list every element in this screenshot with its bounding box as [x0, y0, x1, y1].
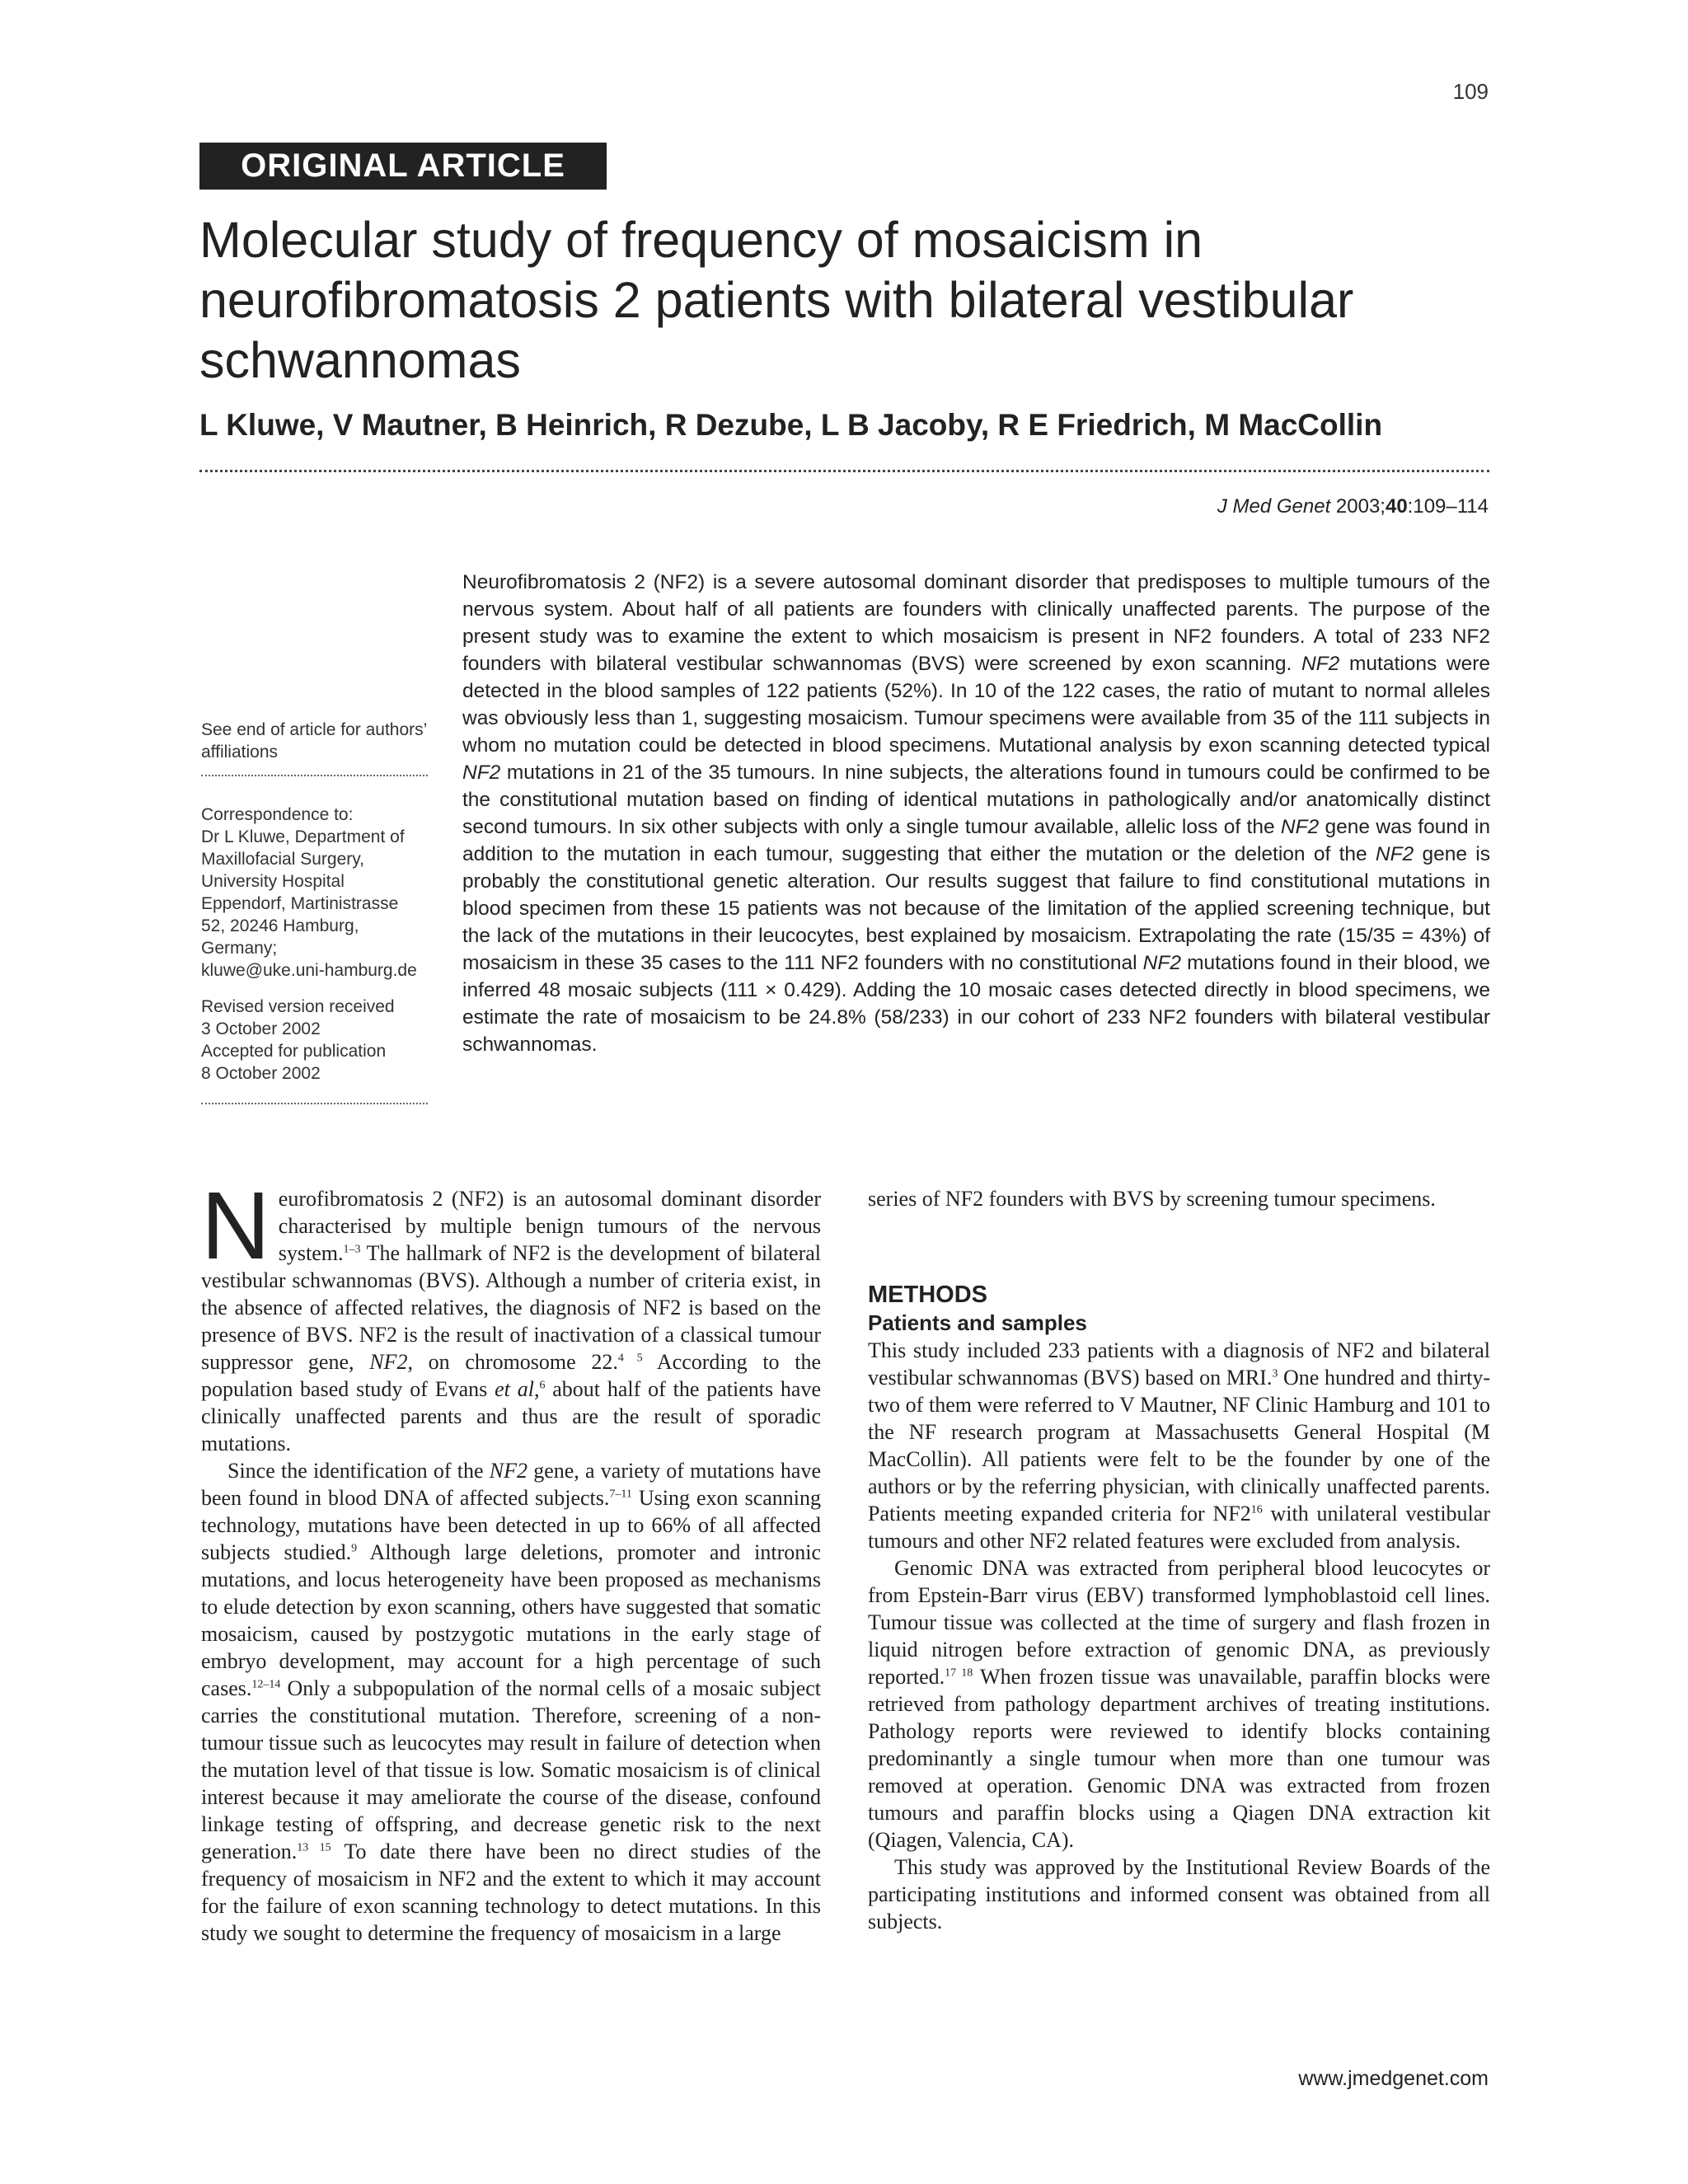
- journal-url[interactable]: www.jmedgenet.com: [1298, 2067, 1489, 2090]
- date-line: 3 October 2002: [201, 1019, 321, 1038]
- header-divider: [199, 470, 1489, 472]
- methods-heading: METHODS: [868, 1282, 987, 1308]
- methods-paragraph: This study included 233 patients with a diagnosis of NF2 and bilateral vestibular schwannomas (BVS) based on MRI.$^3$ One hundred and thirty-two of them were referred to V Mautner, NF Clinic Hamburg and 101 to the NF research program at Massachusetts General Hospital (M MacCollin). All patients were felt to be the founder by one of the authors or by the referring physician, with clinically unaffected parents. Patients meeting expanded criteria for $NF2^{16}$ with unilateral vestibular tumours and other NF2 related features were excluded from analysis.: [868, 1338, 1490, 1553]
- correspondence-line: Eppendorf, Martinistrasse: [201, 894, 399, 913]
- reference-marker: 16: [1250, 1503, 1263, 1516]
- methods-paragraph: Genomic DNA was extracted from peripheral blood leucocytes or from Epstein-Barr virus (EBV) transformed lymphoblastoid cell lines. Tumour tissue was collected at the time of surgery and flash frozen in liquid nitrogen before extraction of genomic DNA, as previously reported.$^{17 18}$ When frozen tissue was unavailable, paraffin blocks were retrieved from pathology department archives of treating institutions. Pathology reports were reviewed to identify blocks containing predominantly a single tumour when more than one tumour was removed at operation. Genomic DNA was extracted from frozen tumours and paraffin blocks using a Qiagen DNA extraction kit (Qiagen, Valencia, CA).: [868, 1556, 1490, 1852]
- intro-continuation: series of NF2 founders with BVS by screening tumour specimens.: [868, 1187, 1436, 1211]
- date-line: Revised version received: [201, 997, 395, 1016]
- reference-marker: 13 15: [297, 1841, 331, 1854]
- citation-volume: 40: [1385, 495, 1408, 518]
- section-label: ORIGINAL ARTICLE: [199, 143, 607, 190]
- reference-marker: 17 18: [945, 1666, 973, 1680]
- reference-marker: 9: [351, 1542, 358, 1555]
- reference-marker: 1–3: [343, 1243, 361, 1256]
- body-column-right: [868, 1185, 1490, 1935]
- sidebar-divider: [201, 775, 428, 776]
- correspondence-line: 52, 20246 Hamburg,: [201, 916, 359, 935]
- sidebar-dates: [201, 996, 428, 1085]
- reference-marker: 4 5: [617, 1352, 643, 1365]
- abstract: Neurofibromatosis 2 (NF2) is a severe autosomal dominant disorder that predisposes to multiple tumours of the nervous system. About half of all patients are founders with clinically unaffected parents. The purpose of the present study was to examine the extent to which mosaicism is present in NF2 founders. A total of 233 NF2 founders with bilateral vestibular schwannomas (BVS) were screened by exon scanning. NF2 mutations were detected in the blood samples of 122 patients (52%). In 10 of the 122 cases, the ratio of mutant to normal alleles was obviously less than 1, suggesting mosaicism. Tumour specimens were available from 35 of the 111 subjects in whom no mutation could be detected in blood specimens. Mutational analysis by exon scanning detected typical NF2 mutations in 21 of the 35 tumours. In nine subjects, the alterations found in tumours could be confirmed to be the constitutional mutation based on finding of identical mutations in pathologically and/or anatomically distinct second tumours. In six other subjects with only a single tumour available, allelic loss of the NF2 gene was found in addition to the mutation in each tumour, suggesting that either the mutation or the deletion of the NF2 gene is probably the constitutional genetic alteration. Our results suggest that failure to find constitutional mutations in blood specimen from these 15 patients was not because of the limitation of the applied screening technique, but the lack of the mutations in their leucocytes, best explained by mosaicism. Extrapolating the rate (15/35 = 43%) of mosaicism in these 35 cases to the 111 NF2 founders with no constitutional NF2 mutations found in their blood, we inferred 48 mosaic subjects (111 × 0.429). Adding the 10 mosaic cases detected directly in blood specimens, we estimate the rate of mosaicism to be 24.8% (58/233) in our cohort of 233 NF2 founders with bilateral vestibular schwannomas.: [462, 571, 1491, 1056]
- drop-cap: N: [201, 1172, 270, 1279]
- sidebar-affiliations: See end of article for authors’ affiliations: [201, 720, 427, 762]
- reference-marker: 3: [1272, 1367, 1278, 1380]
- article-title: Molecular study of frequency of mosaicism in neurofibromatosis 2 patients with bilateral vestibular schwannomas: [199, 212, 1354, 388]
- body-column-left: [201, 1172, 822, 1947]
- reference-marker: 6: [539, 1379, 546, 1392]
- date-line: 8 October 2002: [201, 1064, 321, 1083]
- correspondence-line: University Hospital: [201, 872, 345, 891]
- methods-subheading: Patients and samples: [868, 1310, 1087, 1335]
- sidebar-divider: [201, 1103, 428, 1104]
- intro-paragraph: Since the identification of the NF2 gene, a variety of mutations have been found in blood DNA of affected subjects.$^{7-11}$ Using exon scanning technology, mutations have been detected in up to 66% of all affected subjects studied.$^9$ Although large deletions, promoter and intronic mutations, and locus heterogeneity have been proposed as mechanisms to elude detection by exon scanning, others have suggested that somatic mosaicism, caused by postzygotic mutations in the early stage of embryo development, may account for a high percentage of such cases.$^{12-14}$ Only a subpopulation of the normal cells of a mosaic subject carries the constitutional mutation. Therefore, screening of a non-tumour tissue such as leucocytes may result in failure of detection when the mutation level of that tissue is low. Somatic mosaicism is of clinical interest because it may ameliorate the course of the disease, confound linkage testing of offspring, and decrease genetic risk to the next generation.$^{13 15}$ To date there have been no direct studies of the frequency of mosaicism in NF2 and the extent to which it may account for the failure of exon scanning technology to detect mutations. In this study we sought to determine the frequency of mosaicism in a large: [201, 1459, 821, 1945]
- citation-year: 2003;: [1330, 495, 1386, 518]
- reference-marker: 7–11: [609, 1488, 632, 1501]
- author-list: L Kluwe, V Mautner, B Heinrich, R Dezube, L B Jacoby, R E Friedrich, M MacCollin: [199, 408, 1383, 442]
- correspondence-line: Germany;: [201, 939, 278, 958]
- citation-pages: :109–114: [1407, 495, 1489, 518]
- date-line: Accepted for publication: [201, 1042, 387, 1061]
- correspondence-email: kluwe@uke.uni-hamburg.de: [201, 961, 417, 980]
- intro-paragraph: Neurofibromatosis 2 (NF2) is an autosomal dominant disorder characterised by multiple benign tumours of the nervous system.$^{1-3}$ The hallmark of NF2 is the development of bilateral vestibular schwannomas (BVS). Although a number of criteria exist, in the absence of affected relatives, the diagnosis of NF2 is based on the presence of BVS. NF2 is the result of inactivation of a classical tumour suppressor gene, NF2, on chromosome 22.$^{4 5}$ According to the population based study of Evans et al,$^6$ about half of the patients have clinically unaffected parents and thus are the result of sporadic mutations.: [201, 1172, 822, 1455]
- correspondence-line: Maxillofacial Surgery,: [201, 850, 365, 869]
- journal-name: J Med Genet: [1217, 495, 1331, 518]
- journal-citation: [1217, 495, 1489, 518]
- correspondence-label: Correspondence to:: [201, 805, 354, 824]
- page-number: 109: [1452, 79, 1489, 104]
- methods-paragraph: This study was approved by the Institutional Review Boards of the participating institutions and informed consent was obtained from all subjects.: [868, 1855, 1490, 1933]
- reference-marker: 12–14: [251, 1678, 281, 1691]
- correspondence-line: Dr L Kluwe, Department of: [201, 827, 405, 846]
- sidebar-correspondence: [201, 804, 428, 982]
